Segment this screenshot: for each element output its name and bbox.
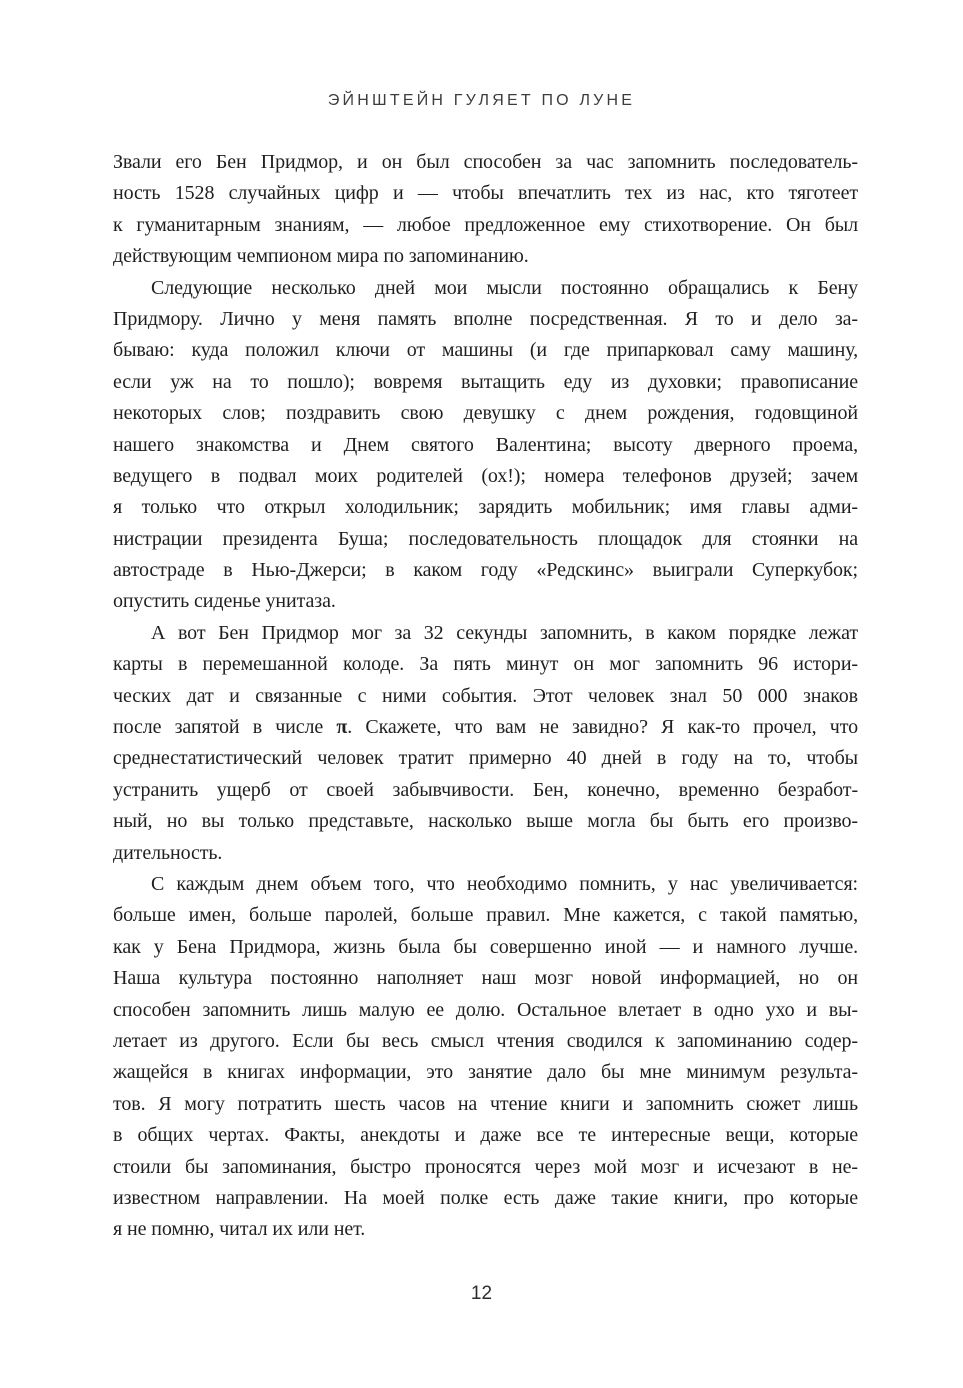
text-line: Звали его Бен Придмор, и он был способен за час запомнить последователь- (113, 151, 858, 173)
text-line: способен запомнить лишь малую ее долю. Остальное влетает в одно ухо и вы- (113, 998, 858, 1021)
text-line: А вот Бен Придмор мог за 32 секунды запомнить, в каком порядке лежат (151, 621, 858, 644)
text-line: я не помню, читал их или нет. (113, 1218, 366, 1241)
running-header: ЭЙНШТЕЙН ГУЛЯЕТ ПО ЛУНЕ (327, 92, 636, 109)
text-line: среднестатистический человек тратит примерно 40 дней в году на то, чтобы (113, 747, 858, 770)
text-line: автостраде в Нью-Джерси; в каком году «Редскинс» выиграли Суперкубок; (113, 559, 858, 582)
text-line: действующим чемпионом мира по запоминанию. (113, 245, 529, 268)
text-line: как у Бена Придмора, жизнь была бы совершенно иной — и намного лучше. (113, 935, 858, 958)
text-line: стоили бы запоминания, быстро проносятся через мой мозг и исчезают в не- (113, 1155, 858, 1178)
text-line: нашего знакомства и Днем святого Валентина; высоту дверного проема, (113, 433, 858, 456)
text-line: к гуманитарным знаниям, — любое предложенное ему стихотворение. Он был (113, 213, 858, 236)
text-line: ный, но вы только представьте, насколько выше могла бы быть его произво- (113, 810, 858, 833)
text-line: больше имен, больше паролей, больше правил. Мне кажется, с такой памятью, (113, 904, 858, 927)
page-number: 12 (470, 1283, 493, 1304)
text-line: известном направлении. На моей полке есть даже такие книги, про которые (113, 1186, 858, 1209)
text-line: ведущего в подвал моих родителей (ох!); номера телефонов друзей; зачем (113, 464, 858, 487)
text-line: дительность. (113, 841, 223, 864)
text-line: Следующие несколько дней мои мысли постоянно обращались к Бену (151, 276, 858, 299)
text-line: нистрации президента Буша; последовательность площадок для стоянки на (113, 527, 858, 550)
text-line: устранить ущерб от своей забывчивости. Бен, конечно, временно безработ- (113, 778, 858, 801)
text-line: в общих чертах. Факты, анекдоты и даже все те интересные вещи, которые (113, 1124, 858, 1147)
page-body-text (113, 147, 858, 1246)
text-line: некоторых слов; поздравить свою девушку с днем рождения, годовщиной (113, 402, 858, 425)
emphasis-glyph: π (336, 716, 348, 739)
text-line: ность 1528 случайных цифр и — чтобы впечатлить тех из нас, кто тяготеет (113, 182, 858, 205)
text-line: карты в перемешанной колоде. За пять минут он мог запомнить 96 истори- (113, 653, 858, 676)
text-line: я только что открыл холодильник; зарядить мобильник; имя главы адми- (113, 496, 858, 519)
text-line: Наша культура постоянно наполняет наш мозг новой информацией, но он (113, 967, 858, 990)
text-line: после запятой в числе π. Скажете, что вам не завидно? Я как-то прочел, что (113, 716, 858, 739)
text-line: летает из другого. Если бы весь смысл чтения сводился к запоминанию содер- (113, 1029, 858, 1052)
text-line: бываю: куда положил ключи от машины (и где припарковал саму машину, (113, 339, 858, 362)
text-line: С каждым днем объем того, что необходимо помнить, у нас увеличивается: (151, 872, 858, 895)
text-line: опустить сиденье унитаза. (113, 590, 336, 613)
text-line: ческих дат и связанные с ними события. Этот человек знал 50 000 знаков (113, 684, 858, 707)
text-line: жащейся в книгах информации, это занятие дало бы мне минимум результа- (113, 1061, 858, 1084)
text-line: Придмору. Лично у меня память вполне посредственная. Я то и дело за- (113, 307, 858, 330)
text-line: если уж на то пошло); вовремя вытащить еду из духовки; правописание (113, 370, 858, 393)
text-line: тов. Я могу потратить шесть часов на чтение книги и запомнить сюжет лишь (113, 1092, 858, 1115)
